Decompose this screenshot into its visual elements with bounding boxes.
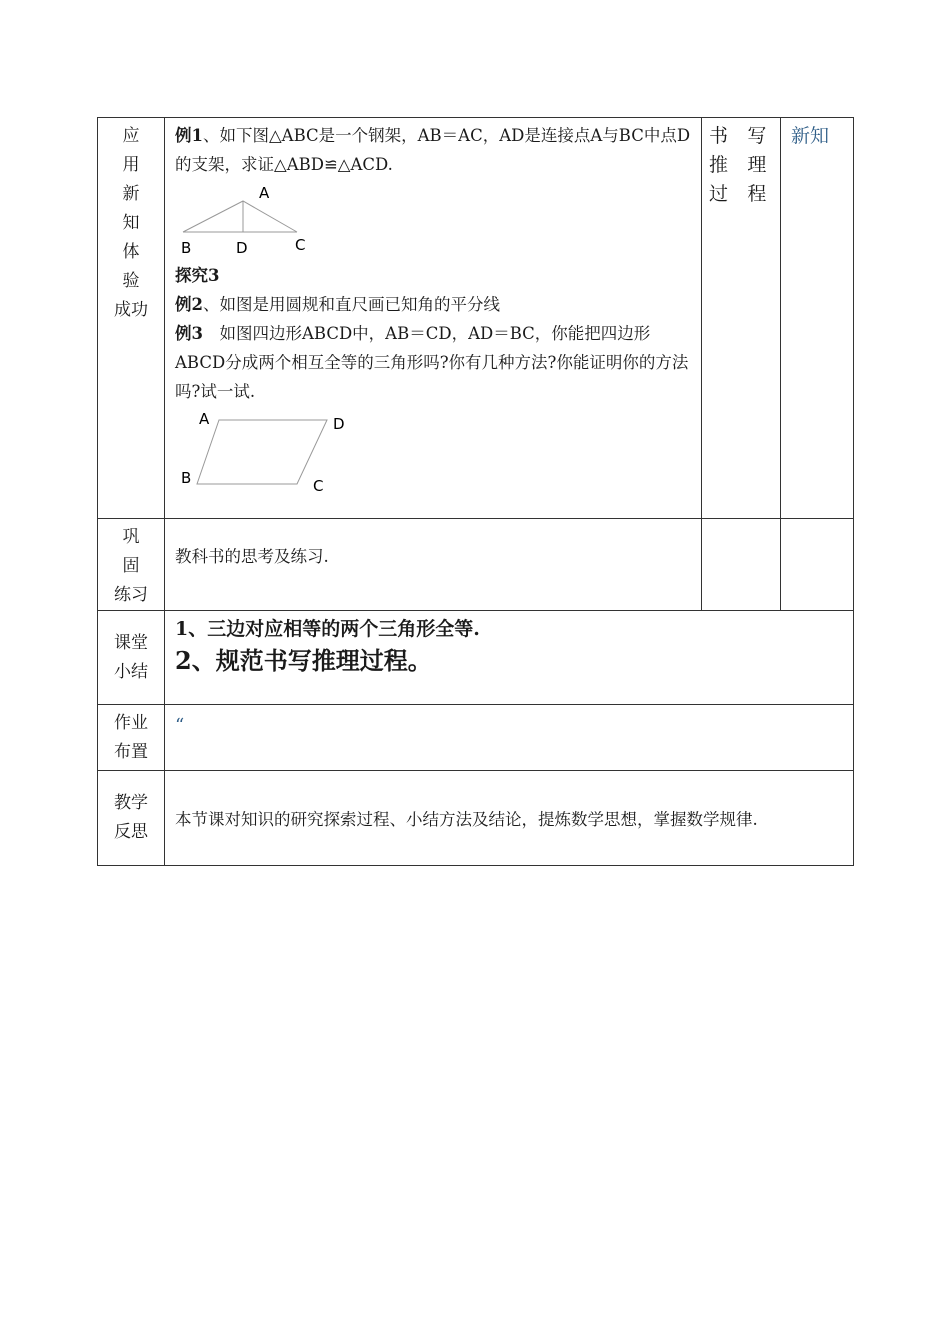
homework-text: “ [175, 715, 185, 736]
practice-text: 教科书的思考及练习. [175, 547, 329, 566]
row-summary [98, 611, 854, 705]
fig1-label-b: B [181, 239, 192, 257]
label-apply-line: 体 验 [122, 242, 148, 291]
fig1-label-a: A [259, 184, 270, 202]
label-reflection-line: 反思 [114, 822, 148, 842]
fig1-label-c: C [295, 236, 306, 254]
practice-empty-col4 [781, 519, 854, 611]
label-homework-line: 作业 [114, 713, 148, 733]
row-reflection [98, 771, 854, 866]
explore-heading [175, 261, 691, 290]
label-apply [98, 118, 165, 519]
lesson-plan-table [97, 117, 854, 866]
col-reasoning-line: 书 写 [709, 125, 773, 147]
fig2-label-d: D [333, 415, 345, 433]
explore-title: 探究3 [175, 266, 220, 285]
row-apply [98, 118, 854, 519]
example-3 [175, 319, 691, 406]
col-reasoning [702, 118, 781, 519]
new-knowledge-text: 新知 [791, 125, 830, 147]
reflection-content [165, 771, 854, 866]
label-apply-line: 应 用 [122, 126, 148, 175]
fig2-label-a: A [199, 410, 210, 428]
label-reflection [98, 771, 165, 866]
example-1 [175, 121, 691, 179]
label-apply-line: 新 知 [122, 184, 148, 233]
practice-empty-col3 [702, 519, 781, 611]
row-practice [98, 519, 854, 611]
col-reasoning-line: 过 程 [709, 183, 773, 205]
reflection-text: 本节课对知识的研究探索过程、小结方法及结论，提炼数学思想，掌握数学规律. [175, 810, 758, 829]
example-1-lead: 例1 [175, 126, 203, 145]
label-summary [98, 611, 165, 705]
label-homework [98, 705, 165, 771]
label-practice-line: 巩 固 [122, 527, 148, 576]
label-summary-line: 小结 [114, 662, 148, 682]
col-new-knowledge [781, 118, 854, 519]
summary-line-2: 2、规范书写推理过程。 [175, 646, 432, 675]
col-reasoning-line: 推 理 [709, 154, 773, 176]
label-reflection-line: 教学 [114, 793, 148, 813]
example-2 [175, 290, 691, 319]
practice-content [165, 519, 702, 611]
example-3-lead: 例3 [175, 324, 203, 343]
example-3-text: 如图四边形ABCD中，AB＝CD，AD＝BC，你能把四边形ABCD分成两个相互全等的三角形吗?你有几种方法?你能证明你的方法吗?试一试. [175, 324, 689, 401]
summary-line-1: 1、三边对应相等的两个三角形全等. [175, 618, 480, 640]
fig2-label-c: C [313, 477, 324, 494]
example-1-text: 、如下图△ABC是一个钢架，AB＝AC，AD是连接点A与BC中点D的支架，求证△ABD≌△ACD. [175, 126, 691, 174]
label-practice-line: 练习 [114, 585, 148, 605]
row-homework [98, 705, 854, 771]
label-practice [98, 519, 165, 611]
fig2-label-b: B [181, 469, 192, 487]
apply-content [165, 118, 702, 519]
triangle-figure [175, 179, 335, 261]
label-homework-line: 布置 [114, 742, 148, 762]
quadrilateral-figure [175, 406, 375, 494]
homework-content [165, 705, 854, 771]
summary-content [165, 611, 854, 705]
example-2-lead: 例2 [175, 295, 203, 314]
label-summary-line: 课堂 [114, 633, 148, 653]
example-2-text: 、如图是用圆规和直尺画已知角的平分线 [202, 295, 500, 314]
fig1-label-d: D [236, 239, 248, 257]
label-apply-line: 成功 [114, 300, 148, 320]
